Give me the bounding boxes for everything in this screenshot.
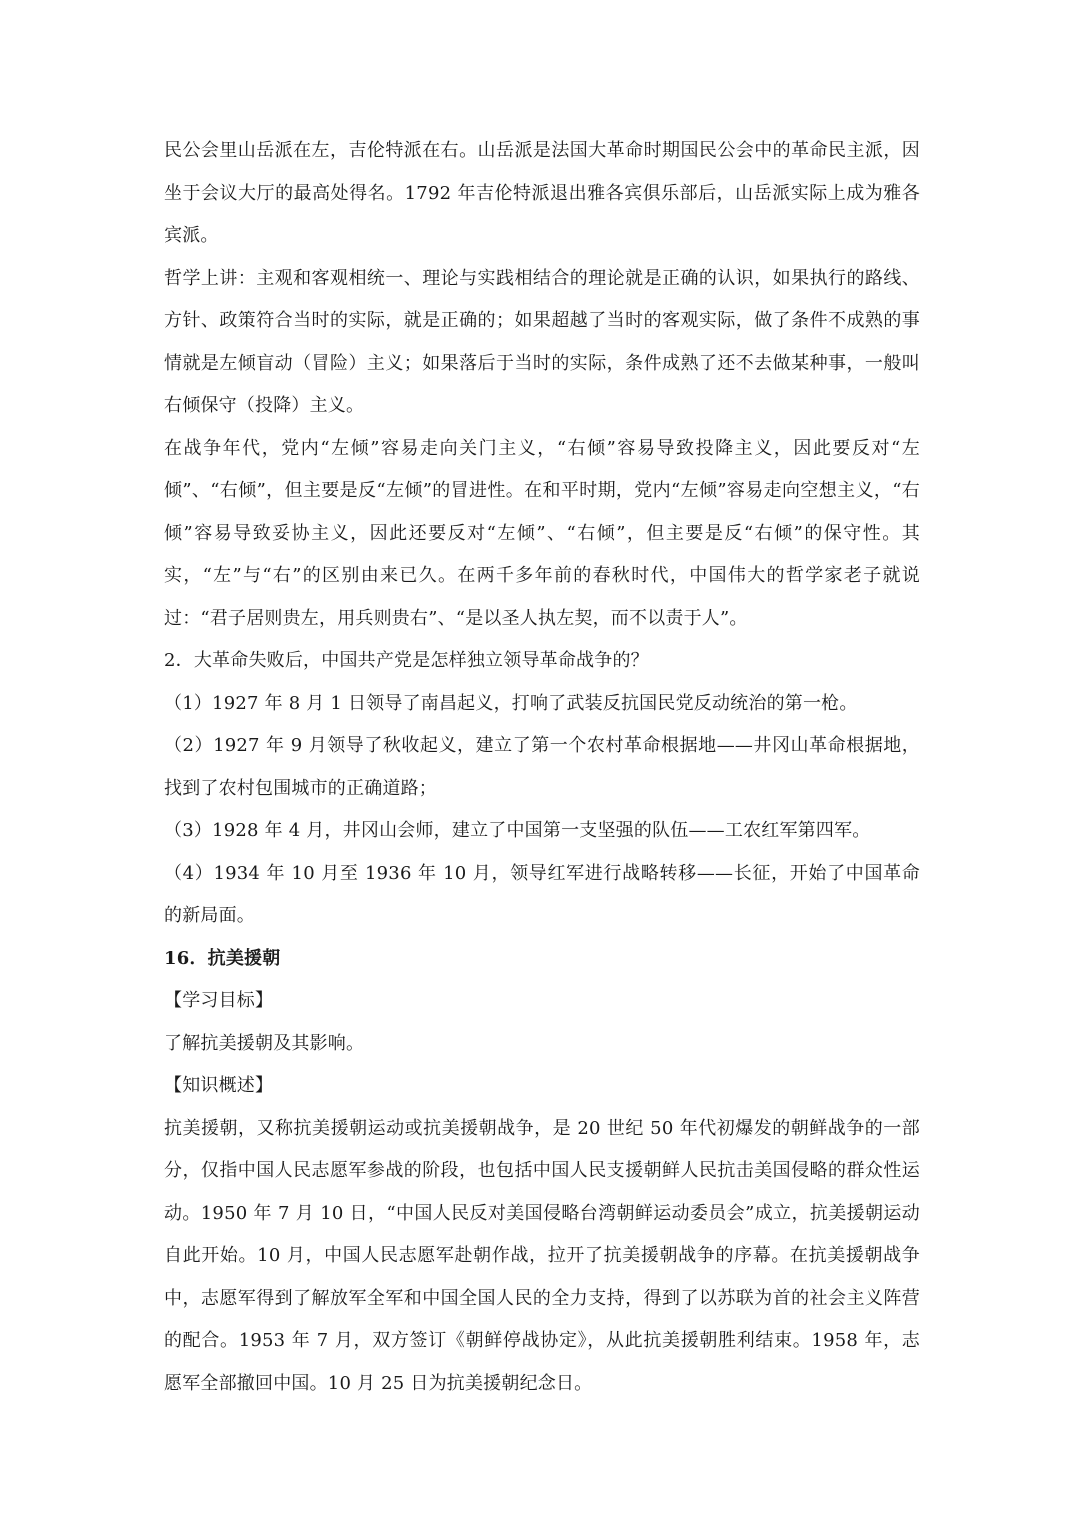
section-heading: 16．抗美援朝: [164, 947, 281, 969]
overview-label: 【知识概述】: [164, 1075, 274, 1096]
document-page: [164, 130, 920, 1405]
list-item-2: （2）1927 年 9 月领导了秋收起义，建立了第一个农村革命根据地——井冈山革命根据地，找到了农村包围城市的正确道路；: [164, 735, 920, 799]
paragraph-philosophy: 哲学上讲：主观和客观相统一、理论与实践相结合的理论就是正确的认识，如果执行的路线、方针、政策符合当时的实际，就是正确的；如果超越了当时的客观实际，做了条件不成熟的事情就是左倾盲动（冒险）主义；如果落后于当时的实际，条件成熟了还不去做某种事，一般叫右倾保守（投降）主义。: [164, 267, 920, 416]
paragraph-montagnards: 民公会里山岳派在左，吉伦特派在右。山岳派是法国大革命时期国民公会中的革命民主派，因坐于会议大厅的最高处得名。1792 年吉伦特派退出雅各宾俱乐部后，山岳派实际上成为雅各宾派。: [164, 140, 920, 246]
paragraph-left-right: 在战争年代，党内“左倾”容易走向关门主义，“右倾”容易导致投降主义，因此要反对“左倾”、“右倾”，但主要是反“左倾”的冒进性。在和平时期，党内“左倾”容易走向空想主义，“右倾”容易导致妥协主义，因此还要反对“左倾”、“右倾”，但主要是反“右倾”的保守性。其实，“左”与“右”的区别由来已久。在两千多年前的春秋时代，中国伟大的哲学家老子就说过：“君子居则贵左，用兵则贵右”、“是以圣人执左契，而不以责于人”。: [164, 437, 920, 629]
list-item-4: （4）1934 年 10 月至 1936 年 10 月，领导红军进行战略转移——长征，开始了中国革命的新局面。: [164, 862, 920, 926]
list-item-1: （1）1927 年 8 月 1 日领导了南昌起义，打响了武装反抗国民党反动统治的第一枪。: [164, 692, 858, 714]
goal-text: 了解抗美援朝及其影响。: [164, 1032, 365, 1054]
overview-text: 抗美援朝，又称抗美援朝运动或抗美援朝战争，是 20 世纪 50 年代初爆发的朝鲜战争的一部分，仅指中国人民志愿军参战的阶段，也包括中国人民支援朝鲜人民抗击美国侵略的群众性运动。1950 年 7 月 10 日，“中国人民反对美国侵略台湾朝鲜运动委员会”成立，抗美援朝运动自此开始。10 月，中国人民志愿军赴朝作战，拉开了抗美援朝战争的序幕。在抗美援朝战争中，志愿军得到了解放军全军和中国全国人民的全力支持，得到了以苏联为首的社会主义阵营的配合。1953 年 7 月，双方签订《朝鲜停战协定》，从此抗美援朝胜利结束。1958 年，志愿军全部撤回中国。10 月 25 日为抗美援朝纪念日。: [164, 1117, 920, 1394]
goal-label: 【学习目标】: [164, 990, 274, 1011]
list-item-3: （3）1928 年 4 月，井冈山会师，建立了中国第一支坚强的队伍——工农红军第四军。: [164, 820, 871, 841]
question-heading: 2．大革命失败后，中国共产党是怎样独立领导革命战争的？: [164, 650, 649, 671]
